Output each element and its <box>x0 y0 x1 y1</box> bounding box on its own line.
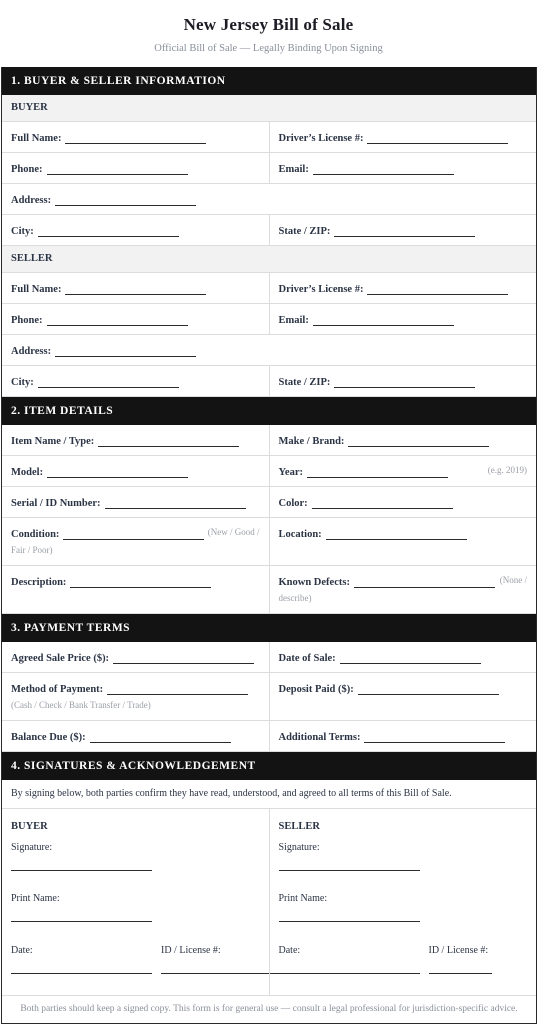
seller-row-contact <box>2 304 536 335</box>
condition-hint: (New / Good / <box>207 527 260 537</box>
buyer-state-zip-field[interactable] <box>334 223 475 237</box>
seller-id-label: ID / License #: <box>428 945 489 956</box>
seller-signature-column <box>269 809 537 995</box>
payment-method-field[interactable] <box>107 681 248 695</box>
seller-license-label: Driver’s License #: <box>278 284 364 295</box>
seller-email-label: Email: <box>278 315 309 326</box>
seller-print-name-field[interactable] <box>279 921 420 922</box>
payment-method-label: Method of Payment: <box>11 684 104 695</box>
year-hint: (e.g. 2019) <box>487 465 527 475</box>
seller-license-field[interactable] <box>367 281 508 295</box>
seller-address-label: Address: <box>11 346 52 357</box>
item-name-field[interactable] <box>98 433 239 447</box>
defects-hint: (None / <box>499 575 527 585</box>
item-row-model <box>2 456 536 487</box>
buyer-date-label: Date: <box>11 945 33 956</box>
buyer-phone-field[interactable] <box>47 161 188 175</box>
location-label: Location: <box>278 529 322 540</box>
model-label: Model: <box>11 467 44 478</box>
document-subtitle: Official Bill of Sale — Legally Binding Upon Signing <box>154 43 383 54</box>
buyer-email-field[interactable] <box>313 161 454 175</box>
section-4-heading: 4. SIGNATURES & ACKNOWLEDGEMENT <box>2 752 536 780</box>
document-header <box>0 0 537 66</box>
seller-id-field[interactable] <box>429 973 492 974</box>
buyer-row-name <box>2 122 536 153</box>
item-name-label: Item Name / Type: <box>11 436 95 447</box>
seller-signature-label: Signature: <box>278 842 320 853</box>
section-2-heading: 2. ITEM DETAILS <box>2 397 536 425</box>
serial-label: Serial / ID Number: <box>11 498 101 509</box>
seller-address-field[interactable] <box>55 343 196 357</box>
footer-note: Both parties should keep a signed copy. This form is for general use — consult a legal professional for jurisdiction-specific advice. <box>20 1004 518 1014</box>
seller-row-city <box>2 366 536 397</box>
buyer-print-name-label: Print Name: <box>11 893 60 904</box>
model-field[interactable] <box>47 464 188 478</box>
acknowledgement-text: By signing below, both parties confirm they have read, understood, and agreed to all terms of this Bill of Sale. <box>2 780 536 809</box>
known-defects-field[interactable] <box>354 574 495 588</box>
condition-label: Condition: <box>11 529 60 540</box>
buyer-phone-label: Phone: <box>11 164 43 175</box>
buyer-date-field[interactable] <box>11 973 152 974</box>
year-label: Year: <box>278 467 303 478</box>
date-of-sale-label: Date of Sale: <box>278 653 336 664</box>
payment-row-price <box>2 642 536 673</box>
seller-date-label: Date: <box>278 945 301 956</box>
item-row-name <box>2 425 536 456</box>
buyer-license-label: Driver’s License #: <box>278 133 364 144</box>
bill-of-sale-form <box>1 67 537 1024</box>
buyer-license-field[interactable] <box>367 130 508 144</box>
seller-print-name-label: Print Name: <box>278 893 328 904</box>
buyer-full-name-field[interactable] <box>65 130 206 144</box>
buyer-city-field[interactable] <box>38 223 179 237</box>
defects-hint-cont: describe) <box>278 593 312 603</box>
signature-block <box>2 809 536 996</box>
seller-row-address <box>2 335 536 366</box>
buyer-row-city <box>2 215 536 246</box>
buyer-row-address <box>2 184 536 215</box>
date-of-sale-field[interactable] <box>340 650 481 664</box>
buyer-signature-column <box>2 809 269 995</box>
buyer-state-zip-label: State / ZIP: <box>278 226 331 237</box>
description-field[interactable] <box>70 574 211 588</box>
payment-method-hint: (Cash / Check / Bank Transfer / Trade) <box>11 700 151 710</box>
buyer-id-label: ID / License #: <box>161 945 221 956</box>
color-label: Color: <box>278 498 308 509</box>
seller-phone-label: Phone: <box>11 315 43 326</box>
buyer-signature-field[interactable] <box>11 870 152 871</box>
item-row-condition <box>2 518 536 566</box>
sale-price-field[interactable] <box>113 650 254 664</box>
buyer-address-field[interactable] <box>55 192 196 206</box>
balance-due-label: Balance Due ($): <box>11 732 86 743</box>
seller-date-field[interactable] <box>279 973 420 974</box>
seller-phone-field[interactable] <box>47 312 188 326</box>
buyer-print-name-field[interactable] <box>11 921 152 922</box>
make-brand-label: Make / Brand: <box>278 436 345 447</box>
document-title: New Jersey Bill of Sale <box>183 15 354 34</box>
balance-due-field[interactable] <box>90 729 231 743</box>
make-brand-field[interactable] <box>348 433 489 447</box>
section-3-heading: 3. PAYMENT TERMS <box>2 614 536 642</box>
section-1-heading: 1. BUYER & SELLER INFORMATION <box>2 67 536 95</box>
seller-full-name-label: Full Name: <box>11 284 62 295</box>
seller-subheading: SELLER <box>2 246 536 273</box>
description-label: Description: <box>11 577 67 588</box>
seller-email-field[interactable] <box>313 312 454 326</box>
deposit-field[interactable] <box>358 681 499 695</box>
buyer-signature-heading: BUYER <box>11 821 48 832</box>
buyer-address-label: Address: <box>11 195 52 206</box>
sale-price-label: Agreed Sale Price ($): <box>11 653 110 664</box>
payment-row-method <box>2 673 536 721</box>
additional-terms-field[interactable] <box>364 729 505 743</box>
buyer-row-contact <box>2 153 536 184</box>
year-field[interactable] <box>307 464 448 478</box>
condition-hint-cont: Fair / Poor) <box>11 545 53 555</box>
item-row-serial <box>2 487 536 518</box>
additional-terms-label: Additional Terms: <box>278 732 361 743</box>
seller-full-name-field[interactable] <box>65 281 206 295</box>
color-field[interactable] <box>312 495 453 509</box>
seller-state-zip-label: State / ZIP: <box>278 377 331 388</box>
seller-city-label: City: <box>11 377 34 388</box>
seller-state-zip-field[interactable] <box>334 374 475 388</box>
payment-row-balance <box>2 721 536 752</box>
condition-field[interactable] <box>63 526 204 540</box>
buyer-signature-label: Signature: <box>11 842 53 853</box>
location-field[interactable] <box>326 526 467 540</box>
buyer-email-label: Email: <box>278 164 309 175</box>
buyer-city-label: City: <box>11 226 34 237</box>
known-defects-label: Known Defects: <box>278 577 350 588</box>
item-row-description <box>2 566 536 614</box>
deposit-label: Deposit Paid ($): <box>278 684 354 695</box>
seller-signature-field[interactable] <box>279 870 420 871</box>
buyer-full-name-label: Full Name: <box>11 133 62 144</box>
seller-row-name <box>2 273 536 304</box>
seller-signature-heading: SELLER <box>278 821 320 832</box>
seller-city-field[interactable] <box>38 374 179 388</box>
serial-field[interactable] <box>105 495 246 509</box>
buyer-subheading: BUYER <box>2 95 536 122</box>
